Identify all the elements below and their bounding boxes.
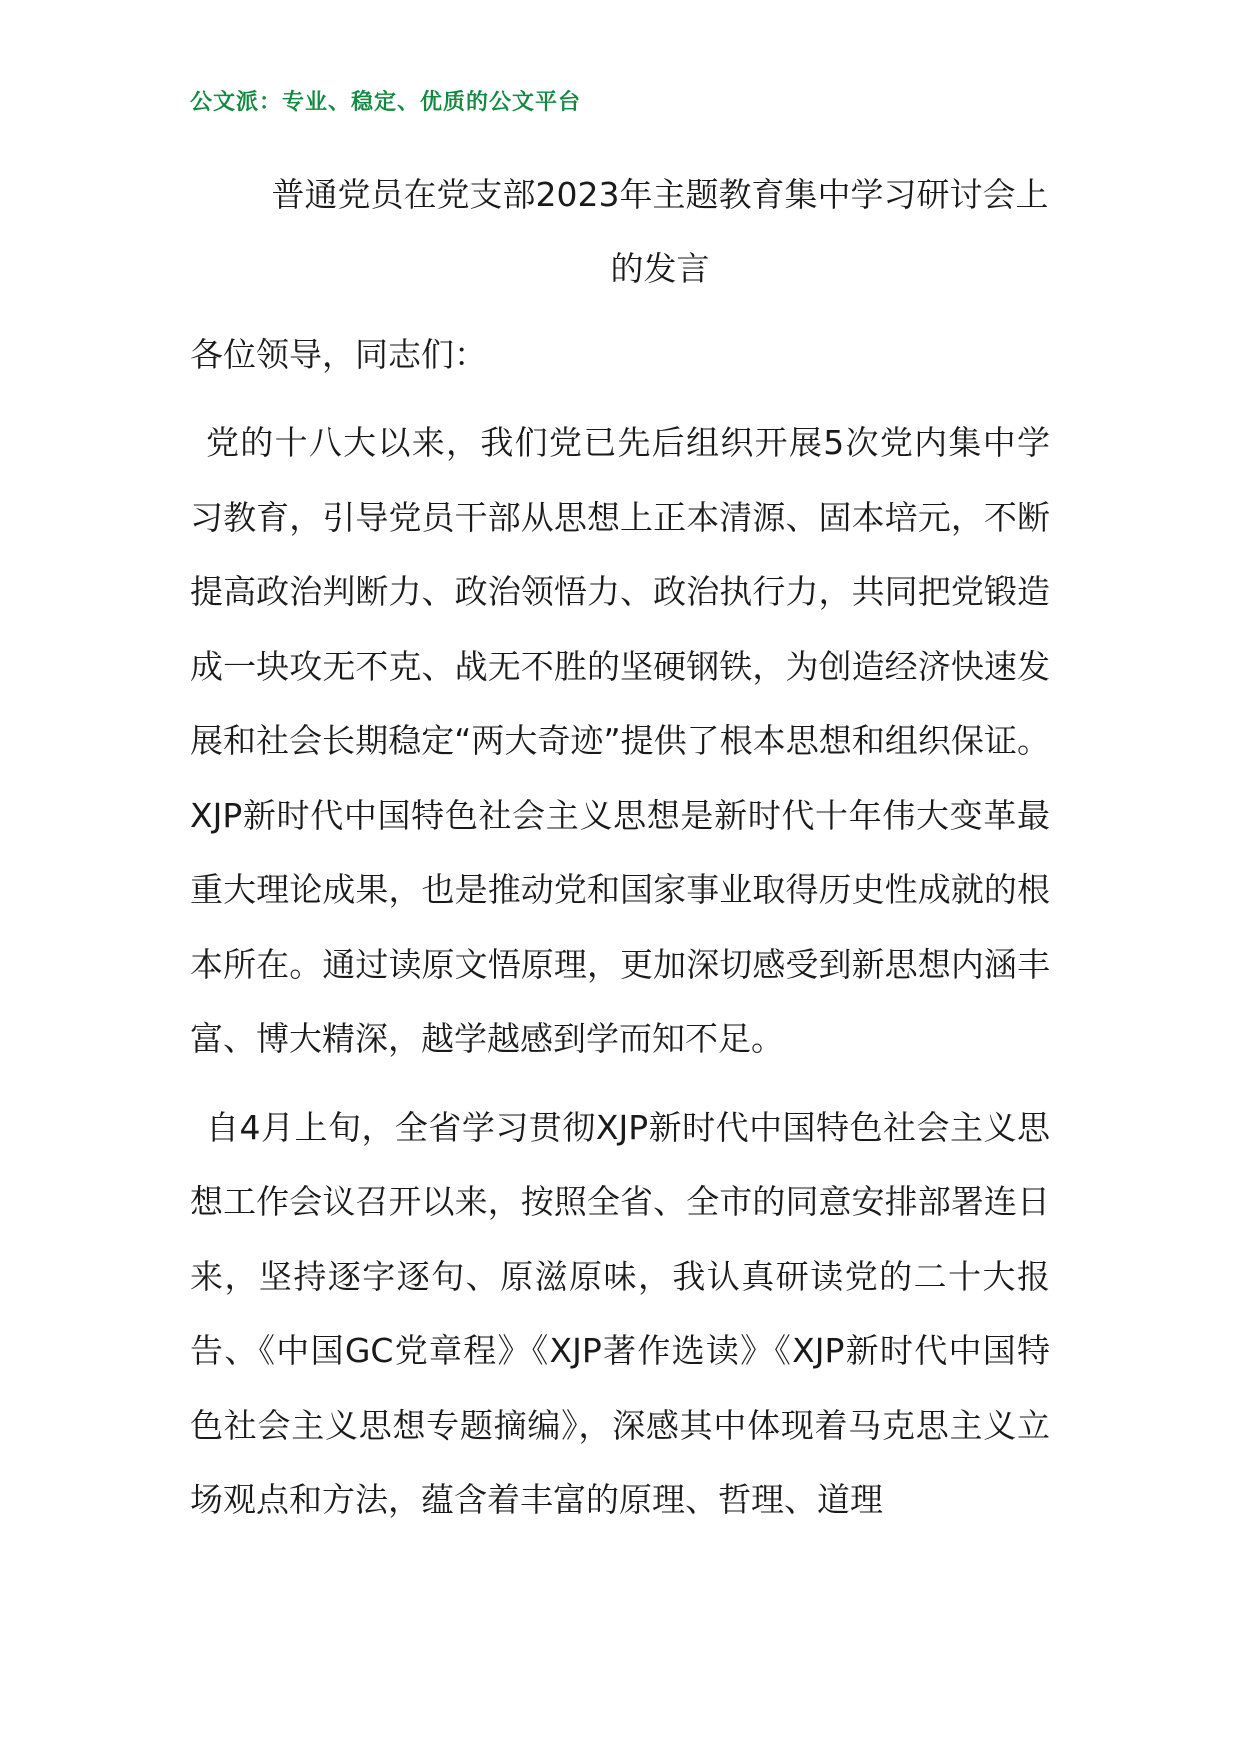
paragraph-2: 自4月上旬，全省学习贯彻XJP新时代中国特色社会主义思想工作会议召开以来，按照全省、全市的同意安排部署连日来，坚持逐字逐句、原滋原味，我认真研读党的二十大报告、《中国GC党章程》《XJP著作选读》《XJP新时代中国特色社会主义思想专题摘编》，深感其中体现着马克思主义立场观点和方法，蕴含着丰富的原理、哲理、道理 [190, 1107, 1050, 1519]
header-note: 公文派：专业、稳定、优质的公文平台 [190, 90, 582, 115]
salutation: 各位领导，同志们： [190, 335, 487, 374]
paragraph-1: 党的十八大以来，我们党已先后组织开展5次党内集中学习教育，引导党员干部从思想上正本清源、固本培元，不断提高政治判断力、政治领悟力、政治执行力，共同把党锻造成一块攻无不克、战无不胜的坚硬钢铁，为创造经济快速发展和社会长期稳定“两大奇迹”提供了根本思想和组织保证。XJP新时代中国特色社会主义思想是新时代十年伟大变革最重大理论成果，也是推动党和国家事业取得历史性成就的根本所在。通过读原文悟原理，更加深切感受到新思想内涵丰富、博大精深，越学越感到学而知不足。 [190, 423, 1050, 1058]
document-title: 普通党员在党支部2023年主题教育集中学习研讨会上的发言 [271, 175, 1049, 288]
